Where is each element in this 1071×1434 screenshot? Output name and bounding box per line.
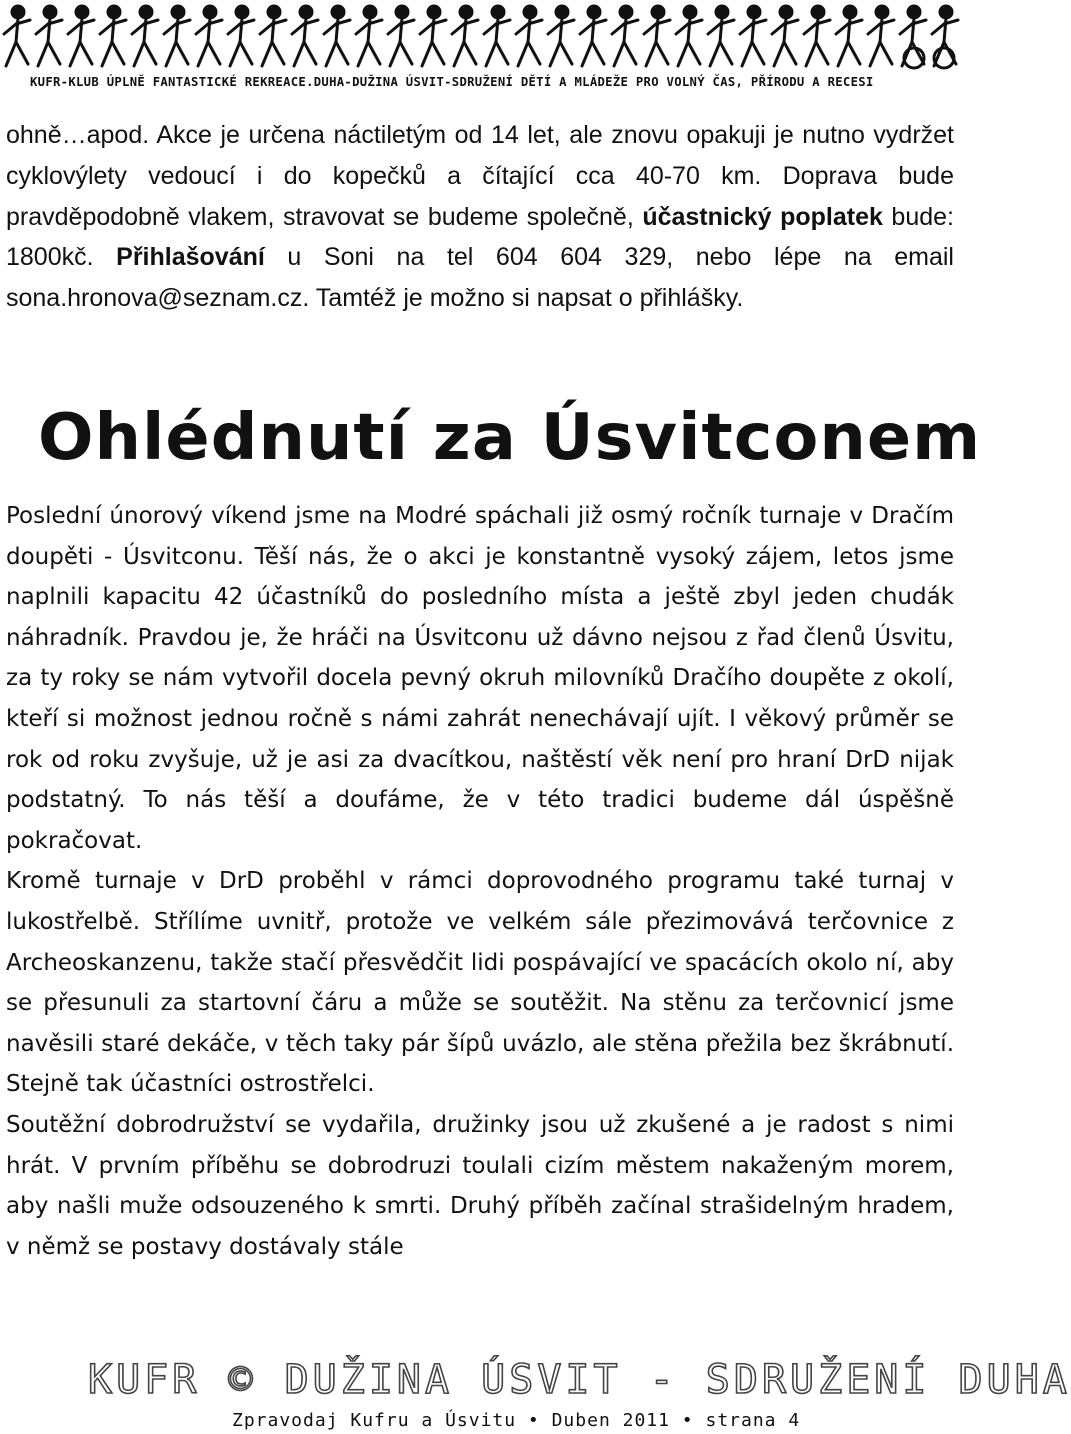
article-title: Ohlédnutí za Úsvitconem — [38, 401, 982, 475]
banner-tagline: KUFR-KLUB ÚPLNĚ FANTASTICKÉ REKREACE.DUHA-DUŽINA ÚSVIT-SDRUŽENÍ DĚTÍ A MLÁDEŽE PRO VOLNÝ ČAS, PŘÍRODU A RECESI — [30, 74, 874, 89]
header-banner — [0, 0, 960, 100]
intro-text-2: bude: 1800kč. — [6, 202, 954, 272]
intro-bold-registration: Přihlašování — [116, 243, 265, 272]
intro-text-3: u Soni na tel 604 604 329, nebo lépe na email sona.hronova@seznam.cz. Tamtéž je možno si napsat o přihlášky. — [6, 243, 954, 313]
article-paragraph-2: Kromě turnaje v DrD proběhl v rámci doprovodného programu také turnaj v lukostřelbě. Střílíme uvnitř, protože ve velkém sále přezimovává terčovnice z Archeoskanzenu, takže stačí přesvědčit lidi pospávající ve spacácích okolo ní, aby se přesunuli za startovní čáru a může se soutěžit. Na stěnu za terčovnicí jsme navěsili staré dekáče, v těch taky pár šípů uvázlo, ale stěna přežila bez škrábnutí. Stejně tak účastníci ostrostřelci. — [6, 868, 954, 1098]
intro-paragraph — [6, 115, 954, 319]
article-paragraph-3: Soutěžní dobrodružství se vydařila, družinky jsou už zkušené a je radost s nimi hrát. V prvním příběhu se dobrodruzi toulali cizím městem nakaženým morem, aby našli muže odsouzeného k smrti. Druhý příběh začínal strašidelným hradem, v němž se postavy dostávaly stále — [6, 1111, 954, 1260]
footer-issue-line: Zpravodaj Kufru a Úsvitu • Duben 2011 • strana 4 — [232, 1410, 801, 1431]
article-paragraph-1: Poslední únorový víkend jsme na Modré spáchali již osmý ročník turnaje v Dračím doupěti - Úsvitconu. Těší nás, že o akci je konstantně vysoký zájem, letos jsme naplnili kapacitu 42 účastníků do posledního místa a ještě zbyl jeden chudák náhradník. Pravdou je, že hráči na Úsvitconu už dávno nejsou z řad členů Úsvitu, za ty roky se nám vytvořil docela pevný okruh milovníků Dračího doupěte z okolí, kteří si možnost jednou ročně s námi zahrát nenechávají ujít. I věkový průměr se rok od roku zvyšuje, už je asi za dvacítkou, naštěstí věk není pro hraní DrD nijak podstatný. To nás těší a doufáme, že v této tradici budeme dál úspěšně pokračovat. — [6, 503, 954, 854]
dancing-people-figures-icon — [4, 4, 956, 70]
article-body — [6, 496, 954, 1267]
intro-bold-fee: účastnický poplatek — [642, 202, 883, 231]
intro-text-1: ohně…apod. Akce je určena náctiletým od 14 let, ale znovu opakuji je nutno vydržet cyklovýlety vedoucí i do kopečků a čítající cca 40-70 km. Doprava bude pravděpodobně vlakem, stravovat se budeme společně, — [6, 121, 954, 231]
footer-logo-text: KUFR © DUŽINA ÚSVIT - SDRUŽENÍ DUHA — [88, 1357, 1071, 1403]
